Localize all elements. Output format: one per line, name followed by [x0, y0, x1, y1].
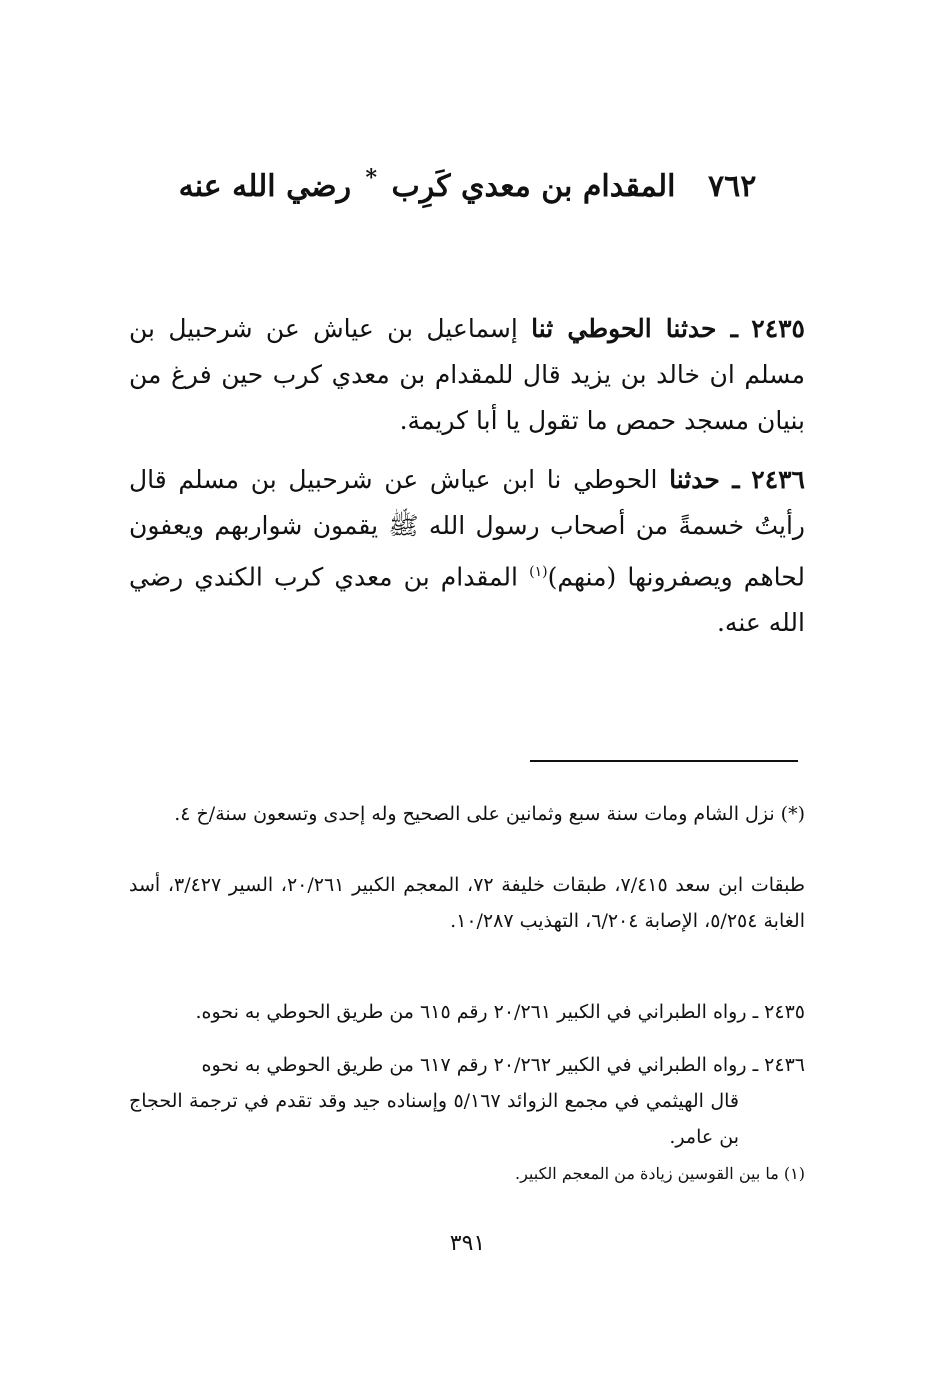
footnote-2435: ٢٤٣٥ ـ رواه الطبراني في الكبير ٢٠/٢٦١ رقم ٦١٥ من طريق الحوطي به نحوه.: [195, 1001, 805, 1023]
chapter-title-suffix: رضي الله عنه: [178, 169, 352, 204]
hadith-text: إسماعيل بن عياش عن شرحبيل بن مسلم ان خالد بن يزيد قال للمقدام بن معدي كرب حين فرغ من بنيان مسجد حمص ما تقول يا أبا كريمة.: [129, 314, 805, 435]
hadith-text: الحوطي نا ابن عياش عن شرحبيل بن مسلم قال رأيتُ خسمةً من أصحاب رسول الله ﷺ يقمون شواربهم ويعفون لحاهم ويصفرونها (منهم): [129, 465, 806, 592]
chapter-title: المقدام بن معدي كَرِب: [391, 169, 676, 204]
footnote-sources: طبقات ابن سعد ٧/٤١٥، طبقات خليفة ٧٢، المعجم الكبير ٢٠/٢٦١، السير ٣/٤٢٧، أسد الغابة ٥/٢٥٤، الإصابة ٦/٢٠٤، التهذيب ١٠/٢٨٧.: [129, 874, 805, 932]
hadith-2435: [129, 306, 805, 444]
footnote-star: (*) نزل الشام ومات سنة سبع وثمانين على الصحيح وله إحدى وتسعون سنة/خ ٤.: [174, 803, 805, 825]
hadith-text-continued: المقدام بن معدي كرب الكندي رضي الله عنه.: [129, 562, 805, 638]
hadith-number: ٢٤٣٥: [751, 314, 805, 343]
hadith-2436: [129, 457, 805, 646]
page-number: ٣٩١: [449, 1231, 486, 1256]
footnote-separator: [530, 760, 798, 762]
hadith-number: ٢٤٣٦: [751, 465, 805, 494]
footnote-1: (١) ما بين القوسين زيادة من المعجم الكبير.: [515, 1164, 805, 1183]
footnote-reference: (١): [529, 564, 548, 580]
footnote-2436-continuation: قال الهيثمي في مجمع الزوائد ٥/١٦٧ وإسناده جيد وقد تقدم في ترجمة الحجاج بن عامر.: [129, 1090, 739, 1148]
footnote-2436-first-line: ٢٤٣٦ ـ رواه الطبراني في الكبير ٢٠/٢٦٢ رقم ٦١٧ من طريق الحوطي به نحوه: [201, 1054, 805, 1076]
chapter-number: ٧٦٢: [707, 169, 757, 204]
hadith-intro: ـ حدثنا الحوطي ثنا: [531, 314, 738, 343]
chapter-heading: [0, 150, 935, 215]
footnote-star-marker: *: [365, 165, 378, 191]
footnote-2436: [129, 1047, 805, 1155]
hadith-intro: ـ حدثنا: [669, 465, 740, 494]
